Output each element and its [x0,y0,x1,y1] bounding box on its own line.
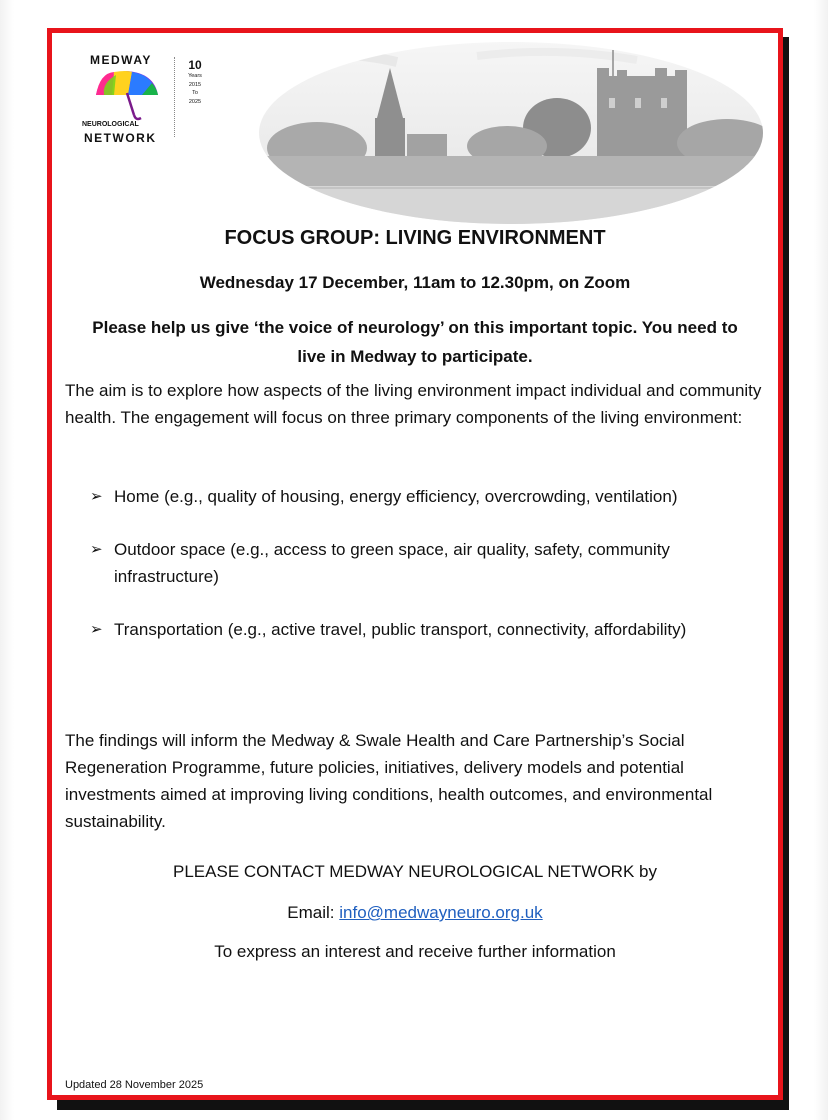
flyer-frame [47,28,783,1100]
anniversary-to-word: To [192,90,198,96]
anniversary-years: Years [188,73,202,79]
list-item-text: Transportation (e.g., active travel, public transport, connectivity, affordability) [114,620,687,639]
express-interest-text: To express an interest and receive further information [214,942,616,961]
findings-paragraph: The findings will inform the Medway & Swale Health and Care Partnership’s Social Regeneration Programme, future policies, initiatives, delivery models and potential investments aimed at improving living conditions, health outcomes, and environmental sustainability. [65,731,713,831]
contact-line: PLEASE CONTACT MEDWAY NEUROLOGICAL NETWORK by [173,862,657,881]
email-line [52,903,778,923]
logo-word-medway: MEDWAY [90,53,152,67]
intro-paragraph: The aim is to explore how aspects of the living environment impact individual and community health. The engagement will focus on three primary components of the living environment: [65,381,762,427]
medway-neurological-network-logo [82,53,222,153]
list-item-text: Home (e.g., quality of housing, energy efficiency, overcrowding, ventilation) [114,487,678,506]
list-item-text: Outdoor space (e.g., access to green space, air quality, safety, community infrastructure) [114,540,670,586]
anniversary-badge [180,59,210,105]
email-link[interactable]: info@medwayneuro.org.uk [339,903,543,922]
umbrella-icon [94,69,160,123]
logo-word-network: NETWORK [84,131,157,145]
list-item [90,483,730,510]
rochester-skyline-image [257,38,765,224]
event-date-line: Wednesday 17 December, 11am to 12.30pm, on Zoom [199,273,631,292]
arrow-bullet-icon: ➢ [90,488,103,505]
list-item [90,616,730,643]
email-label: Email: [287,903,340,922]
component-list [90,483,730,669]
anniversary-to: 2025 [188,98,202,105]
logo-word-neurological: NEUROLOGICAL [82,121,139,128]
arrow-bullet-icon: ➢ [90,621,103,638]
updated-date: Updated 28 November 2025 [65,1079,204,1091]
page-title: FOCUS GROUP: LIVING ENVIRONMENT [224,227,606,249]
anniversary-number: 10 [188,58,202,72]
appeal-text: Please help us give ‘the voice of neurology’ on this important topic. You need to live in Medway to participate. [92,318,738,366]
list-item [90,536,730,590]
anniversary-from: 2015 [188,81,202,88]
logo-divider [174,57,175,137]
arrow-bullet-icon: ➢ [90,541,103,558]
